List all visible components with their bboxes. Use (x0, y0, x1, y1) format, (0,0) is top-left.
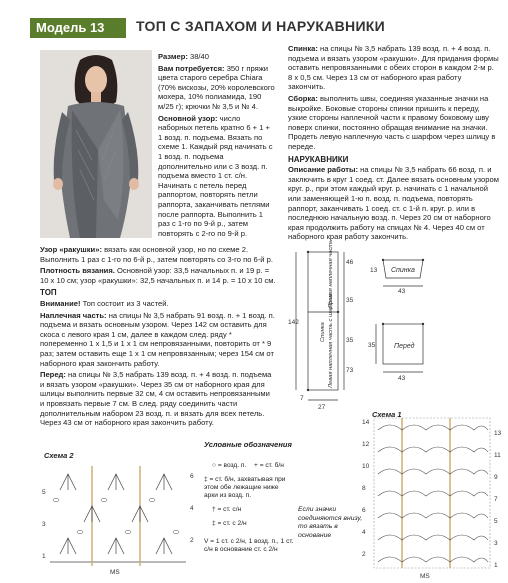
s1-row-3: 3 (494, 540, 498, 547)
s1-row-7: 7 (494, 496, 498, 503)
dim-7: 7 (300, 395, 304, 402)
s2-ms: MS (110, 569, 120, 576)
mittens-heading: НАРУКАВНИКИ (288, 154, 349, 164)
v-stitch-icon: V (204, 538, 211, 545)
sc-arch-icon: ‡ (204, 476, 210, 483)
legend-tr: ‡ = ст. с 2/н (212, 520, 247, 527)
model-illustration (40, 50, 152, 238)
legend-chain: ○ = возд. п. (212, 462, 247, 469)
mittens-text: Описание работы: на спицы № 3,5 набрать 66 возд. п. и заключить в круг 1 соед. ст. Далее вязать основным узором круг. р., при этом каждый круг. р. начинать с 1 начальной или заменяющей 1-ю п. возд. п. подъема, повторять раппорт, заканчивать 1 соед. ст. с 1-й п. круг. р. или в последнюю начальную возд. п. Через 20 см от наборного края продолжить работу на спицах № 4. Через 40 см от наборного края работу закончить. (288, 165, 499, 242)
specs-block-lower (40, 245, 276, 430)
model-badge: Модель 13 (30, 18, 126, 38)
s2-row-1: 1 (42, 553, 46, 560)
legend-sc: + = ст. б/н (254, 462, 284, 469)
legend-dc: † = ст. с/н (212, 506, 242, 513)
s2-row-5: 5 (42, 489, 46, 496)
note-text: Если значки соединяются внизу, то вязать в основание (298, 506, 363, 539)
specs-block (158, 52, 276, 240)
s1-row-14: 14 (362, 419, 370, 426)
label-pered: Перед (394, 343, 415, 350)
back-text: Спинка: на спицы № 3,5 набрать 139 возд. п. + 4 возд. п. подъема и вязать узором «ракушки». Для придания формы оставить непровязанными с обеих сторон в каждом 2-м р. 8 х 0,5 см. Через 13 см от наборного края работу закончить. (288, 44, 499, 92)
label-back-vertical: Спинка (320, 322, 326, 342)
legend-title: Условные обозначения (204, 440, 292, 449)
scheme2-chart (40, 462, 200, 578)
dc-icon: † (212, 506, 218, 513)
assembly-text: Сборка: выполнить швы, соединяя указанные значки на выкройке. Боковые стороны спинки пришить к переду, узкие стороны наплечной части к правому боковому шву поверх спинки, постоянно обращая внимание на значки. Продеть левую наплечную часть с шарфом через шлицу в переде. (288, 93, 496, 151)
s1-row-9: 9 (494, 474, 498, 481)
spec-shells: Узор «ракушки»: вязать как основной узор, но по схеме 2. Выполнить 1 раз с 1-го по 6-й р., затем повторять со 3-го по 6-й р. (40, 245, 273, 264)
dim-73: 73 (346, 367, 354, 374)
s2-row-3: 3 (42, 521, 46, 528)
s1-row-11: 11 (494, 452, 501, 459)
spec-materials: Вам потребуется: 350 г пряжи цвета старого серебра Chiara (70% вискозы, 20% королевского мохера, 10% полиамида, 190 м/25 г); крючки № 3,5 и № 4. (158, 63, 275, 111)
s1-row-6: 6 (362, 507, 366, 514)
legend-sc-both: ‡ = ст. б/н, захватывая при этом обе лежащие ниже арки из возд. п. (204, 476, 286, 499)
label-spinka: Спинка (391, 267, 415, 274)
dim-43b: 43 (398, 375, 406, 382)
s1-row-8: 8 (362, 485, 366, 492)
page-header (0, 0, 508, 40)
s1-row-10: 10 (362, 463, 370, 470)
dim-35c: 35 (368, 342, 376, 349)
sc-icon: + (254, 462, 260, 469)
s1-row-13: 13 (494, 430, 502, 437)
chain-stitch-icon: ○ (212, 462, 218, 469)
dim-46: 46 (346, 259, 354, 266)
top-heading: ТОП (40, 288, 57, 298)
scheme1-chart (362, 416, 504, 580)
top-front: Перед: на спицы № 3,5 набрать 139 возд. п. + 4 возд. п. подъема и вязать узором «ракушки». Через 35 см от наборного края для шлицы выполнить первые 32 см, 4 см оставить непровязанными и провязать первые 7 см. В след. ряду соединить части дополнительным набором 23 возд. п. и вязать для всех петель. Через 43 см от наборного края закончить работу. (40, 370, 272, 428)
top-left-part: Наплечная часть: на спицы № 3,5 набрать 91 возд. п. + 1 возд. п. подъема и вязать основным узором. Через 142 см оставить для скоса с левого края 1 см, далее в каждом след. ряду * попеременно 1 х 1,5 и 1 х 1 см непровязанными, повторить от * 9 раз; затем оставить еще 1 х 1 см непровязанным; через 154 см от наборного края закончить работу. (40, 310, 275, 368)
dim-13: 13 (370, 267, 378, 274)
tr-icon: ‡ (212, 520, 218, 527)
s2-row-6: 6 (190, 473, 194, 480)
s1-row-12: 12 (362, 441, 370, 448)
legend-v-stitch: V = 1 ст. с 2/н, 1 возд. п., 1 ст. с/н в основание ст. с 2/н (204, 538, 294, 553)
dim-27: 27 (318, 404, 326, 411)
s1-row-2: 2 (362, 551, 366, 558)
dim-142: 142 (288, 319, 299, 326)
spec-density: Плотность вязания. Основной узор: 33,5 начальных п. и 19 р. = 10 х 10 см; узор «ракушки»: 32,5 начальных п. и 14 р. = 10 х 10 см. (40, 266, 276, 285)
s1-row-4: 4 (362, 529, 366, 536)
spec-main-pattern: Основной узор: число наборных петель кратно 6 + 1 + 1 возд. п. подъема. Вязать по схеме 1. Каждый ряд начинать с 1 возд. п. подъема дополнительно или с 3 возд. п. подъема вместо 1 ст. с/н. Начинать с петель перед раппортом, повторять петли раппорта, заканчивать петлями после раппорта. Выполнить 1 раз с 1-го по 9-й р., затем повторять с 2-го по 9-й р. (158, 113, 273, 238)
s2-row-4: 4 (190, 505, 194, 512)
s2-row-2: 2 (190, 537, 194, 544)
s1-ms: MS (420, 573, 430, 580)
dim-35a: 35 (346, 297, 354, 304)
scheme2-title: Схема 2 (44, 451, 74, 460)
model-photo (40, 50, 152, 238)
dim-43a: 43 (398, 288, 406, 295)
page-title: ТОП С ЗАПАХОМ И НАРУКАВНИКИ (136, 18, 386, 34)
scheme1-title: Схема 1 (372, 410, 402, 419)
label-right-shoulder: Правая наплечная часть (328, 239, 334, 308)
spec-size: Размер: 38/40 (158, 52, 209, 61)
label-left-shoulder: Левая наплечная часть с шарфом (328, 293, 334, 388)
top-attention: Внимание! Топ состоит из 3 частей. (40, 298, 169, 308)
right-text (288, 44, 500, 244)
dim-35b: 35 (346, 337, 354, 344)
s1-row-5: 5 (494, 518, 498, 525)
s1-row-1: 1 (494, 562, 498, 569)
pattern-diagram (288, 239, 503, 412)
